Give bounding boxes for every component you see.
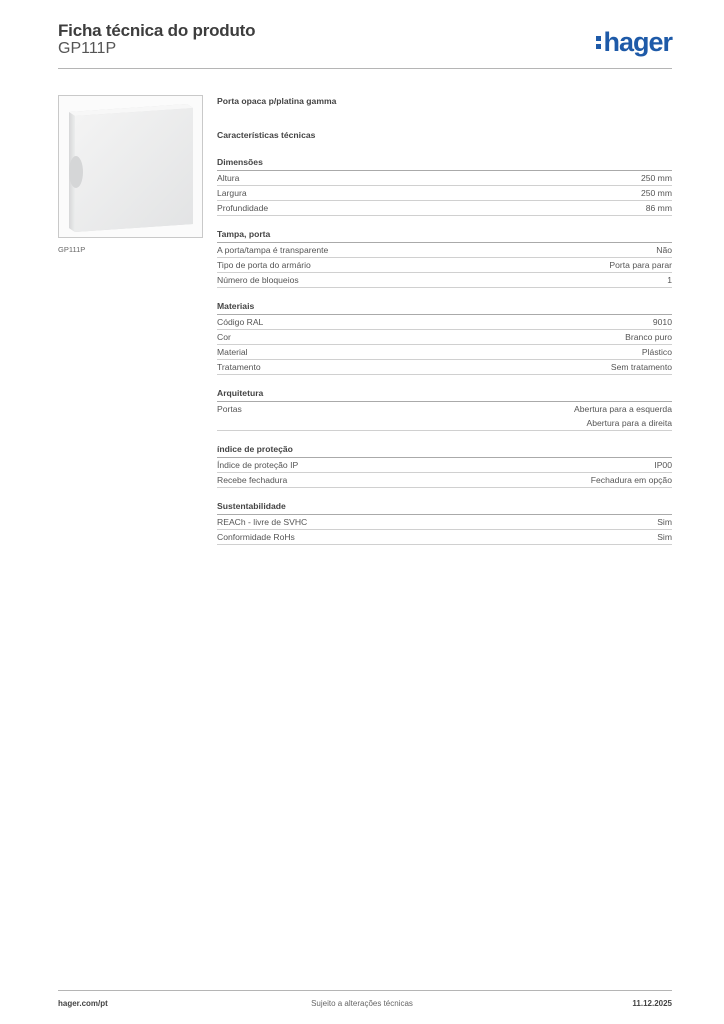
- spec-value: Porta para parar: [609, 260, 672, 270]
- spec-label: Índice de proteção IP: [217, 460, 299, 470]
- spec-label: Número de bloqueios: [217, 275, 299, 285]
- spec-value-line: Abertura para a direita: [586, 418, 672, 428]
- spec-row: [217, 402, 672, 431]
- spec-row: [217, 530, 672, 545]
- spec-row: [217, 330, 672, 345]
- spec-label: Código RAL: [217, 317, 264, 327]
- section-dimensoes: [217, 157, 672, 216]
- spec-value: [574, 402, 672, 430]
- spec-value: Não: [656, 245, 672, 255]
- spec-row: [217, 273, 672, 288]
- logo-dots-icon: [596, 36, 601, 49]
- spec-label: Profundidade: [217, 203, 269, 213]
- spec-value: 250 mm: [640, 188, 672, 198]
- spec-row: [217, 201, 672, 216]
- section-materiais: [217, 301, 672, 375]
- spec-label: A porta/tampa é transparente: [217, 245, 329, 255]
- tech-heading: Características técnicas: [217, 130, 316, 140]
- section-tampa-porta: [217, 229, 672, 288]
- spec-value-line: Abertura para a esquerda: [574, 404, 672, 414]
- product-code: GP111P: [58, 40, 117, 57]
- product-image: [58, 95, 203, 238]
- section-title: Arquitetura: [217, 388, 672, 402]
- footer-date: 11.12.2025: [632, 999, 672, 1008]
- spec-label: Largura: [217, 188, 247, 198]
- section-title: Sustentabilidade: [217, 501, 672, 515]
- section-indice-protecao: [217, 444, 672, 488]
- footer-note: Sujeito a alterações técnicas: [311, 999, 413, 1008]
- spec-row: [217, 345, 672, 360]
- spec-row: [217, 473, 672, 488]
- spec-label: Cor: [217, 332, 231, 342]
- section-arquitetura: [217, 388, 672, 431]
- spec-value: 250 mm: [640, 173, 672, 183]
- spec-value: Sim: [657, 532, 672, 542]
- spec-row: [217, 171, 672, 186]
- spec-row: [217, 258, 672, 273]
- spec-label: Tratamento: [217, 362, 261, 372]
- enclosure-illustration: [59, 96, 202, 237]
- image-caption: GP111P: [58, 245, 86, 254]
- spec-label: Tipo de porta do armário: [217, 260, 311, 270]
- footer-site-link[interactable]: hager.com/pt: [58, 999, 108, 1008]
- spec-value: 1: [667, 275, 672, 285]
- footer-divider: [58, 990, 672, 991]
- spec-value: Sim: [657, 517, 672, 527]
- spec-value: Fechadura em opção: [590, 475, 672, 485]
- logo-text: hager: [603, 27, 672, 57]
- spec-label: Material: [217, 347, 248, 357]
- section-sustentabilidade: [217, 501, 672, 545]
- spec-value: IP00: [654, 460, 672, 470]
- spec-value: Branco puro: [625, 332, 672, 342]
- spec-label: REACh - livre de SVHC: [217, 517, 308, 527]
- section-title: Dimensões: [217, 157, 672, 171]
- spec-row: [217, 458, 672, 473]
- product-name: Porta opaca p/platina gamma: [217, 96, 337, 106]
- spec-label: Recebe fechadura: [217, 475, 288, 485]
- spec-label: Altura: [217, 173, 240, 183]
- spec-label: Portas: [217, 404, 242, 414]
- spec-value: Plástico: [641, 347, 672, 357]
- spec-content: [217, 96, 672, 545]
- spec-value: Sem tratamento: [610, 362, 672, 372]
- spec-row: [217, 515, 672, 530]
- spec-row: [217, 360, 672, 375]
- spec-row: [217, 315, 672, 330]
- header-divider: [58, 68, 672, 69]
- page-title: Ficha técnica do produto: [58, 21, 256, 40]
- hager-logo[interactable]: [596, 27, 672, 58]
- spec-label: Conformidade RoHs: [217, 532, 295, 542]
- section-title: Tampa, porta: [217, 229, 672, 243]
- spec-value: 9010: [652, 317, 672, 327]
- spec-row: [217, 243, 672, 258]
- section-title: índice de proteção: [217, 444, 672, 458]
- spec-row: [217, 186, 672, 201]
- section-title: Materiais: [217, 301, 672, 315]
- spec-value: 86 mm: [645, 203, 672, 213]
